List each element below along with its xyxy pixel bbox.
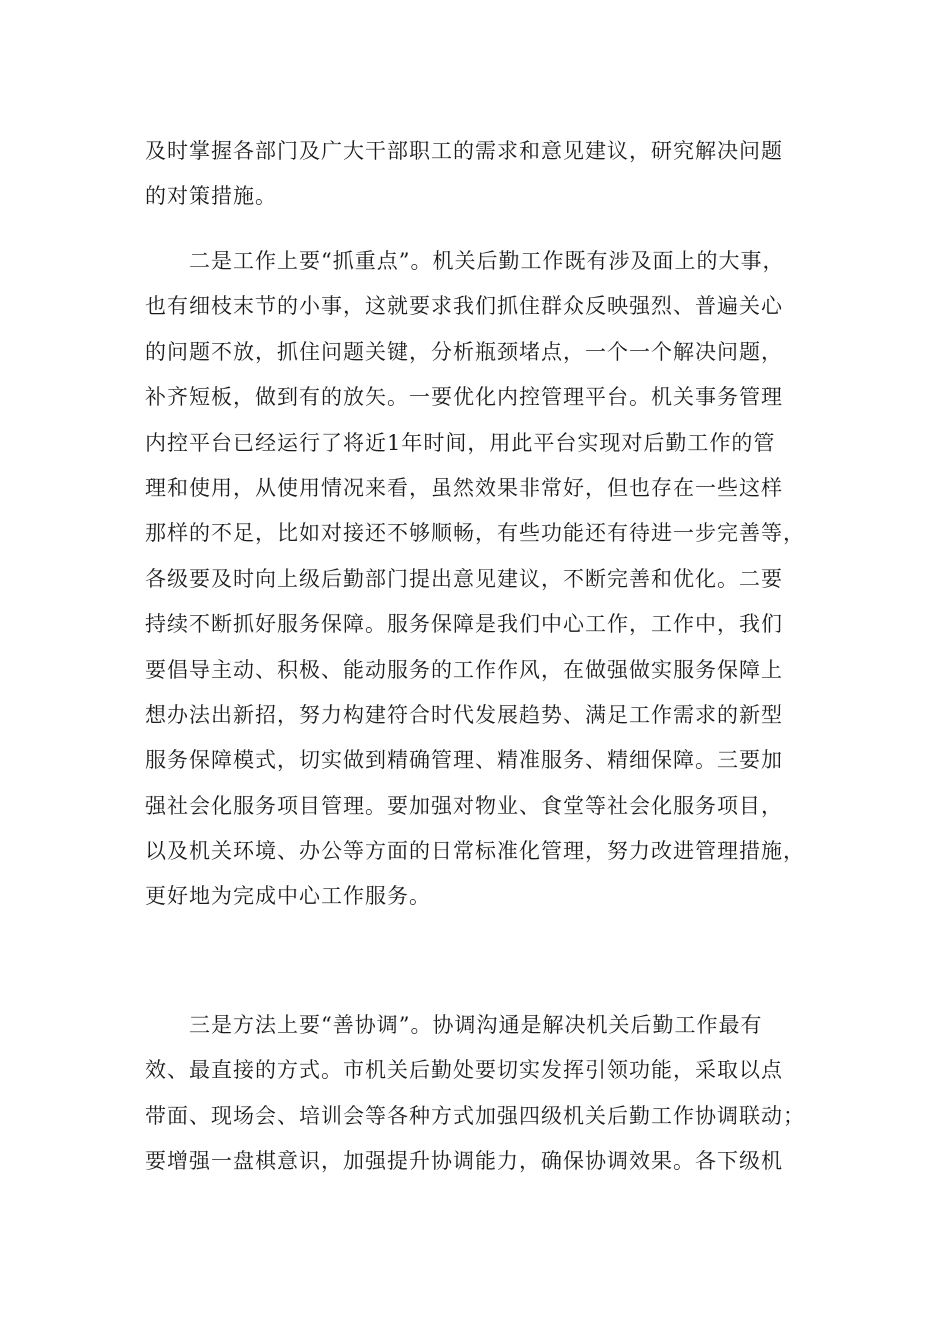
text-line: 各级要及时向上级后勤部门提出意见建议，不断完善和优化。二要 (145, 566, 783, 591)
text-line: 的对策措施。 (145, 184, 277, 209)
text-line: 持续不断抓好服务保障。服务保障是我们中心工作，工作中，我们 (145, 612, 783, 637)
paragraph-work-focus (145, 239, 810, 920)
text-line: 效、最直接的方式。市机关后勤处要切实发挥引领功能，采取以点 (145, 1058, 783, 1083)
paragraph-continuation (145, 129, 810, 220)
text-line: 要倡导主动、积极、能动服务的工作作风，在做强做实服务保障上 (145, 657, 783, 682)
text-line: 强社会化服务项目管理。要加强对物业、食堂等社会化服务项目， (145, 793, 783, 818)
text-line: 理和使用，从使用情况来看，虽然效果非常好，但也存在一些这样 (145, 475, 783, 500)
text-line: 想办法出新招，努力构建符合时代发展趋势、满足工作需求的新型 (145, 702, 783, 727)
text-line: 三是方法上要“善协调”。协调沟通是解决机关后勤工作最有 (189, 1013, 763, 1037)
text-line: 带面、现场会、培训会等各种方式加强四级机关后勤工作协调联动； (145, 1103, 805, 1128)
text-line: 二是工作上要“抓重点”。机关后勤工作既有涉及面上的大事， (189, 249, 785, 273)
text-line: 补齐短板，做到有的放矢。一要优化内控管理平台。机关事务管理 (145, 385, 783, 410)
text-line: 及时掌握各部门及广大干部职工的需求和意见建议，研究解决问题 (145, 139, 783, 163)
text-line: 服务保障模式，切实做到精确管理、精准服务、精细保障。三要加 (145, 748, 783, 773)
text-line: 那样的不足，比如对接还不够顺畅，有些功能还有待进一步完善等， (145, 521, 805, 546)
text-line: 以及机关环境、办公等方面的日常标准化管理，努力改进管理措施， (145, 839, 805, 864)
text-line: 要增强一盘棋意识，加强提升协调能力，确保协调效果。各下级机 (145, 1149, 783, 1174)
paragraph-method-coordination (145, 1003, 810, 1185)
text-line: 内控平台已经运行了将近1年时间，用此平台实现对后勤工作的管 (145, 430, 776, 455)
text-line: 更好地为完成中心工作服务。 (145, 884, 431, 909)
text-line: 也有细枝末节的小事，这就要求我们抓住群众反映强烈、普遍关心 (145, 294, 783, 319)
text-line: 的问题不放，抓住问题关键，分析瓶颈堵点，一个一个解决问题， (145, 339, 783, 364)
